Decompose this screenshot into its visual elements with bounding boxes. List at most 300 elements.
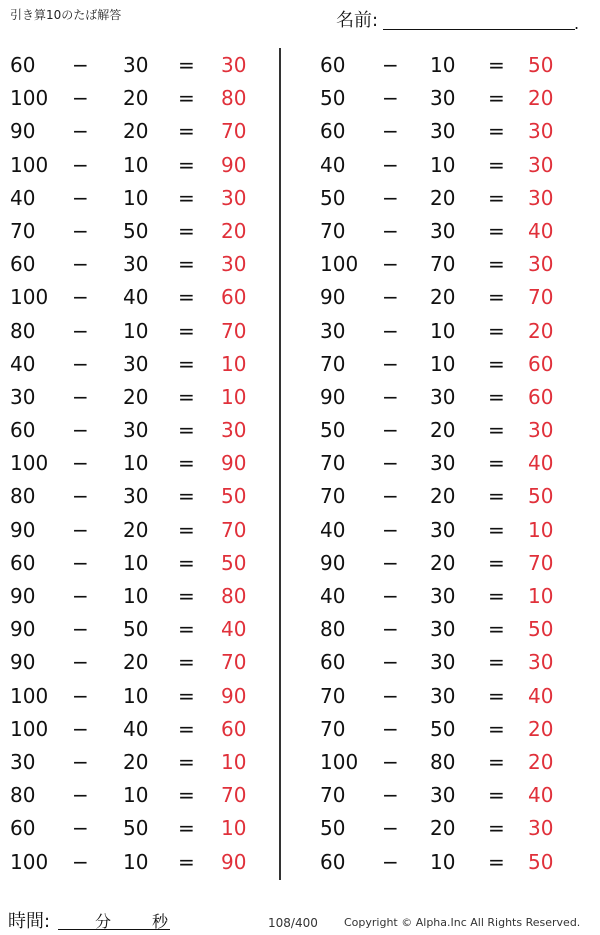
minus-sign: − bbox=[72, 252, 89, 277]
subtrahend: 50 bbox=[430, 716, 456, 741]
answer: 60 bbox=[528, 384, 554, 409]
equals-sign: = bbox=[178, 683, 195, 708]
problem-row bbox=[305, 612, 595, 645]
answer: 30 bbox=[528, 650, 554, 675]
problem-row bbox=[0, 679, 290, 712]
problem-row bbox=[305, 114, 595, 147]
minuend: 100 bbox=[320, 749, 359, 774]
problem-row bbox=[305, 181, 595, 214]
problem-row bbox=[0, 446, 290, 479]
minuend: 50 bbox=[320, 816, 346, 841]
copyright-notice: Copyright © Alpha.Inc All Rights Reserved. bbox=[344, 916, 581, 929]
equals-sign: = bbox=[488, 53, 505, 77]
subtrahend: 10 bbox=[123, 849, 149, 874]
problem-row bbox=[0, 181, 290, 214]
problem-row bbox=[305, 148, 595, 181]
subtrahend: 30 bbox=[430, 650, 456, 675]
problem-row bbox=[0, 479, 290, 512]
minus-sign: − bbox=[72, 517, 89, 542]
equals-sign: = bbox=[178, 86, 195, 111]
minuend: 60 bbox=[320, 53, 346, 77]
minuend: 100 bbox=[10, 285, 49, 310]
answer: 30 bbox=[221, 53, 247, 77]
minuend: 70 bbox=[10, 218, 36, 243]
minus-sign: − bbox=[382, 517, 399, 542]
minus-sign: − bbox=[382, 418, 399, 443]
minus-sign: − bbox=[72, 716, 89, 741]
problem-row bbox=[305, 413, 595, 446]
minuend: 100 bbox=[10, 683, 49, 708]
answer: 10 bbox=[221, 351, 247, 376]
equals-sign: = bbox=[178, 318, 195, 343]
problem-row bbox=[0, 778, 290, 811]
answer: 40 bbox=[528, 683, 554, 708]
minus-sign: − bbox=[382, 584, 399, 608]
problem-row bbox=[305, 380, 595, 413]
minuend: 70 bbox=[320, 484, 346, 509]
equals-sign: = bbox=[488, 119, 505, 144]
subtrahend: 10 bbox=[430, 849, 456, 874]
problem-row bbox=[0, 247, 290, 280]
minuend: 30 bbox=[10, 384, 36, 409]
problem-row bbox=[305, 446, 595, 479]
minuend: 50 bbox=[320, 86, 346, 111]
subtrahend: 30 bbox=[123, 351, 149, 376]
minuend: 70 bbox=[320, 783, 346, 808]
equals-sign: = bbox=[178, 650, 195, 675]
minus-sign: − bbox=[72, 218, 89, 243]
subtrahend: 30 bbox=[123, 484, 149, 509]
minuend: 100 bbox=[10, 86, 49, 111]
problem-row bbox=[305, 811, 595, 844]
equals-sign: = bbox=[488, 318, 505, 343]
minuend: 90 bbox=[10, 650, 36, 675]
subtrahend: 10 bbox=[430, 53, 456, 77]
minus-sign: − bbox=[72, 451, 89, 476]
minus-sign: − bbox=[382, 185, 399, 210]
problem-row bbox=[0, 712, 290, 745]
minuend: 60 bbox=[10, 53, 36, 77]
minus-sign: − bbox=[382, 550, 399, 575]
problem-row bbox=[0, 811, 290, 844]
equals-sign: = bbox=[178, 119, 195, 144]
answer: 30 bbox=[528, 152, 554, 177]
minuend: 90 bbox=[320, 384, 346, 409]
minuend: 70 bbox=[320, 451, 346, 476]
answer: 30 bbox=[221, 418, 247, 443]
problem-row bbox=[0, 413, 290, 446]
equals-sign: = bbox=[178, 749, 195, 774]
equals-sign: = bbox=[488, 816, 505, 841]
answer: 30 bbox=[528, 418, 554, 443]
problem-row bbox=[0, 546, 290, 579]
problem-row bbox=[305, 247, 595, 280]
minuend: 100 bbox=[10, 849, 49, 874]
answer: 90 bbox=[221, 849, 247, 874]
minuend: 90 bbox=[10, 517, 36, 542]
subtrahend: 40 bbox=[123, 285, 149, 310]
equals-sign: = bbox=[488, 849, 505, 874]
problem-row bbox=[305, 81, 595, 114]
minus-sign: − bbox=[382, 716, 399, 741]
equals-sign: = bbox=[178, 550, 195, 575]
minus-sign: − bbox=[72, 351, 89, 376]
minuend: 70 bbox=[320, 218, 346, 243]
equals-sign: = bbox=[488, 86, 505, 111]
minus-sign: − bbox=[72, 484, 89, 509]
minuend: 80 bbox=[320, 617, 346, 642]
answer: 60 bbox=[221, 716, 247, 741]
minus-sign: − bbox=[382, 119, 399, 144]
subtrahend: 10 bbox=[123, 550, 149, 575]
equals-sign: = bbox=[178, 351, 195, 376]
subtrahend: 20 bbox=[123, 650, 149, 675]
answer: 80 bbox=[221, 86, 247, 111]
answer: 50 bbox=[221, 484, 247, 509]
answer: 70 bbox=[221, 650, 247, 675]
minuend: 100 bbox=[10, 716, 49, 741]
answer: 70 bbox=[528, 550, 554, 575]
name-field-dot: . bbox=[574, 14, 580, 33]
problem-row bbox=[305, 645, 595, 678]
problem-row bbox=[0, 280, 290, 313]
problem-row bbox=[305, 712, 595, 745]
subtrahend: 20 bbox=[430, 418, 456, 443]
minuend: 90 bbox=[10, 119, 36, 144]
subtrahend: 30 bbox=[430, 617, 456, 642]
subtrahend: 30 bbox=[123, 418, 149, 443]
subtrahend: 30 bbox=[430, 218, 456, 243]
subtrahend: 10 bbox=[123, 584, 149, 608]
minus-sign: − bbox=[382, 285, 399, 310]
problem-row bbox=[305, 778, 595, 811]
minus-sign: − bbox=[382, 749, 399, 774]
problem-row bbox=[0, 48, 290, 81]
minuend: 80 bbox=[10, 484, 36, 509]
equals-sign: = bbox=[178, 484, 195, 509]
subtrahend: 50 bbox=[123, 218, 149, 243]
minus-sign: − bbox=[382, 252, 399, 277]
minus-sign: − bbox=[72, 783, 89, 808]
minuend: 50 bbox=[320, 185, 346, 210]
subtrahend: 10 bbox=[123, 451, 149, 476]
answer: 30 bbox=[528, 185, 554, 210]
subtrahend: 10 bbox=[430, 351, 456, 376]
problem-row bbox=[305, 579, 595, 612]
problem-row bbox=[305, 280, 595, 313]
subtrahend: 10 bbox=[123, 783, 149, 808]
subtrahend: 20 bbox=[123, 86, 149, 111]
equals-sign: = bbox=[488, 550, 505, 575]
subtrahend: 30 bbox=[430, 584, 456, 608]
equals-sign: = bbox=[178, 816, 195, 841]
minus-sign: − bbox=[72, 285, 89, 310]
problem-row bbox=[305, 48, 595, 81]
minuend: 80 bbox=[10, 318, 36, 343]
equals-sign: = bbox=[178, 218, 195, 243]
minus-sign: − bbox=[72, 816, 89, 841]
answer: 40 bbox=[528, 218, 554, 243]
subtrahend: 20 bbox=[430, 484, 456, 509]
subtrahend: 30 bbox=[430, 119, 456, 144]
equals-sign: = bbox=[178, 152, 195, 177]
subtrahend: 30 bbox=[430, 683, 456, 708]
problem-row bbox=[305, 546, 595, 579]
minus-sign: − bbox=[382, 683, 399, 708]
equals-sign: = bbox=[488, 484, 505, 509]
equals-sign: = bbox=[178, 252, 195, 277]
answer: 60 bbox=[528, 351, 554, 376]
minus-sign: − bbox=[72, 584, 89, 608]
answer: 70 bbox=[221, 318, 247, 343]
name-label: 名前: bbox=[336, 10, 379, 31]
subtrahend: 20 bbox=[123, 517, 149, 542]
answer: 50 bbox=[528, 617, 554, 642]
problem-row bbox=[305, 679, 595, 712]
subtrahend: 30 bbox=[430, 451, 456, 476]
minuend: 90 bbox=[10, 584, 36, 608]
minuend: 90 bbox=[320, 550, 346, 575]
problem-row bbox=[0, 745, 290, 778]
minuend: 70 bbox=[320, 683, 346, 708]
subtrahend: 50 bbox=[123, 816, 149, 841]
equals-sign: = bbox=[488, 351, 505, 376]
answer: 20 bbox=[528, 86, 554, 111]
answer: 50 bbox=[528, 484, 554, 509]
minuend: 60 bbox=[10, 816, 36, 841]
answer: 60 bbox=[221, 285, 247, 310]
answer: 20 bbox=[221, 218, 247, 243]
minus-sign: − bbox=[382, 783, 399, 808]
answer: 40 bbox=[221, 617, 247, 642]
subtrahend: 20 bbox=[123, 749, 149, 774]
subtrahend: 30 bbox=[123, 53, 149, 77]
problem-row bbox=[0, 214, 290, 247]
answer: 80 bbox=[221, 584, 247, 608]
subtrahend: 50 bbox=[123, 617, 149, 642]
minuend: 40 bbox=[10, 351, 36, 376]
answer: 30 bbox=[221, 185, 247, 210]
equals-sign: = bbox=[178, 451, 195, 476]
minus-sign: − bbox=[382, 53, 399, 77]
subtrahend: 10 bbox=[123, 318, 149, 343]
problem-row bbox=[0, 612, 290, 645]
answer: 10 bbox=[221, 816, 247, 841]
answer: 30 bbox=[528, 252, 554, 277]
equals-sign: = bbox=[488, 152, 505, 177]
equals-sign: = bbox=[488, 650, 505, 675]
minuend: 60 bbox=[10, 418, 36, 443]
equals-sign: = bbox=[178, 53, 195, 77]
subtrahend: 30 bbox=[430, 384, 456, 409]
equals-sign: = bbox=[488, 185, 505, 210]
answer: 90 bbox=[221, 152, 247, 177]
minus-sign: − bbox=[382, 484, 399, 509]
minuend: 40 bbox=[320, 152, 346, 177]
minuend: 60 bbox=[320, 119, 346, 144]
minus-sign: − bbox=[382, 86, 399, 111]
equals-sign: = bbox=[178, 849, 195, 874]
minus-sign: − bbox=[72, 86, 89, 111]
equals-sign: = bbox=[488, 384, 505, 409]
minuend: 90 bbox=[10, 617, 36, 642]
equals-sign: = bbox=[488, 716, 505, 741]
answer: 10 bbox=[221, 749, 247, 774]
equals-sign: = bbox=[178, 384, 195, 409]
equals-sign: = bbox=[488, 749, 505, 774]
minus-sign: − bbox=[72, 849, 89, 874]
subtrahend: 10 bbox=[123, 683, 149, 708]
equals-sign: = bbox=[178, 185, 195, 210]
equals-sign: = bbox=[178, 716, 195, 741]
problem-row bbox=[0, 579, 290, 612]
answer: 50 bbox=[221, 550, 247, 575]
minuend: 100 bbox=[320, 252, 359, 277]
answer: 40 bbox=[528, 451, 554, 476]
equals-sign: = bbox=[488, 517, 505, 542]
minus-sign: − bbox=[72, 650, 89, 675]
answer: 90 bbox=[221, 683, 247, 708]
equals-sign: = bbox=[488, 584, 505, 608]
minuend: 100 bbox=[10, 451, 49, 476]
minus-sign: − bbox=[72, 53, 89, 77]
problem-row bbox=[0, 645, 290, 678]
answer: 50 bbox=[528, 849, 554, 874]
minus-sign: − bbox=[382, 617, 399, 642]
seconds-label: 秒 bbox=[152, 912, 169, 931]
minuend: 40 bbox=[10, 185, 36, 210]
subtrahend: 20 bbox=[430, 550, 456, 575]
name-field-line[interactable] bbox=[383, 29, 575, 30]
minus-sign: − bbox=[72, 418, 89, 443]
minuend: 60 bbox=[10, 252, 36, 277]
answer: 20 bbox=[528, 716, 554, 741]
answer: 10 bbox=[528, 584, 554, 608]
minutes-label: 分 bbox=[95, 912, 112, 931]
subtrahend: 10 bbox=[123, 185, 149, 210]
equals-sign: = bbox=[488, 418, 505, 443]
minuend: 50 bbox=[320, 418, 346, 443]
problem-row bbox=[0, 114, 290, 147]
subtrahend: 20 bbox=[430, 816, 456, 841]
minus-sign: − bbox=[382, 451, 399, 476]
equals-sign: = bbox=[178, 285, 195, 310]
problem-row bbox=[305, 479, 595, 512]
minus-sign: − bbox=[72, 384, 89, 409]
answer: 90 bbox=[221, 451, 247, 476]
minus-sign: − bbox=[382, 816, 399, 841]
page-number: 108/400 bbox=[268, 916, 318, 930]
equals-sign: = bbox=[178, 617, 195, 642]
answer: 10 bbox=[528, 517, 554, 542]
problem-row bbox=[0, 81, 290, 114]
problem-row bbox=[305, 214, 595, 247]
answer: 30 bbox=[221, 252, 247, 277]
problem-row bbox=[0, 148, 290, 181]
minus-sign: − bbox=[382, 849, 399, 874]
answer: 70 bbox=[221, 783, 247, 808]
minuend: 40 bbox=[320, 517, 346, 542]
answer: 30 bbox=[528, 119, 554, 144]
minus-sign: − bbox=[382, 384, 399, 409]
minus-sign: − bbox=[382, 152, 399, 177]
minus-sign: − bbox=[72, 617, 89, 642]
subtrahend: 40 bbox=[123, 716, 149, 741]
problem-row bbox=[0, 314, 290, 347]
problems-left-column bbox=[0, 48, 290, 878]
minuend: 60 bbox=[320, 849, 346, 874]
minus-sign: − bbox=[382, 351, 399, 376]
subtrahend: 10 bbox=[430, 318, 456, 343]
equals-sign: = bbox=[178, 517, 195, 542]
minuend: 30 bbox=[320, 318, 346, 343]
equals-sign: = bbox=[178, 584, 195, 608]
minuend: 70 bbox=[320, 716, 346, 741]
problem-row bbox=[305, 745, 595, 778]
subtrahend: 70 bbox=[430, 252, 456, 277]
minuend: 60 bbox=[10, 550, 36, 575]
minuend: 60 bbox=[320, 650, 346, 675]
problem-row bbox=[305, 845, 595, 878]
subtrahend: 10 bbox=[123, 152, 149, 177]
minus-sign: − bbox=[72, 318, 89, 343]
equals-sign: = bbox=[178, 418, 195, 443]
subtrahend: 20 bbox=[123, 384, 149, 409]
equals-sign: = bbox=[488, 783, 505, 808]
minus-sign: − bbox=[382, 650, 399, 675]
time-label: 時間: bbox=[8, 911, 51, 932]
problem-row bbox=[0, 380, 290, 413]
answer: 10 bbox=[221, 384, 247, 409]
minus-sign: − bbox=[72, 749, 89, 774]
minus-sign: − bbox=[382, 318, 399, 343]
subtrahend: 20 bbox=[430, 285, 456, 310]
equals-sign: = bbox=[488, 451, 505, 476]
answer: 40 bbox=[528, 783, 554, 808]
answer: 50 bbox=[528, 53, 554, 77]
subtrahend: 30 bbox=[430, 783, 456, 808]
problem-row bbox=[305, 513, 595, 546]
minus-sign: − bbox=[72, 152, 89, 177]
equals-sign: = bbox=[178, 783, 195, 808]
minuend: 80 bbox=[10, 783, 36, 808]
problem-row bbox=[0, 845, 290, 878]
problem-row bbox=[305, 314, 595, 347]
problem-row bbox=[0, 347, 290, 380]
equals-sign: = bbox=[488, 617, 505, 642]
answer: 20 bbox=[528, 318, 554, 343]
subtrahend: 30 bbox=[430, 517, 456, 542]
answer: 30 bbox=[528, 816, 554, 841]
problem-row bbox=[305, 347, 595, 380]
subtrahend: 80 bbox=[430, 749, 456, 774]
minuend: 70 bbox=[320, 351, 346, 376]
subtrahend: 30 bbox=[430, 86, 456, 111]
subtrahend: 20 bbox=[123, 119, 149, 144]
minus-sign: − bbox=[72, 119, 89, 144]
minus-sign: − bbox=[72, 550, 89, 575]
minuend: 100 bbox=[10, 152, 49, 177]
equals-sign: = bbox=[488, 252, 505, 277]
minus-sign: − bbox=[382, 218, 399, 243]
answer: 20 bbox=[528, 749, 554, 774]
subtrahend: 20 bbox=[430, 185, 456, 210]
subtrahend: 30 bbox=[123, 252, 149, 277]
equals-sign: = bbox=[488, 218, 505, 243]
minuend: 90 bbox=[320, 285, 346, 310]
minus-sign: − bbox=[72, 683, 89, 708]
problems-right-column bbox=[305, 48, 595, 878]
